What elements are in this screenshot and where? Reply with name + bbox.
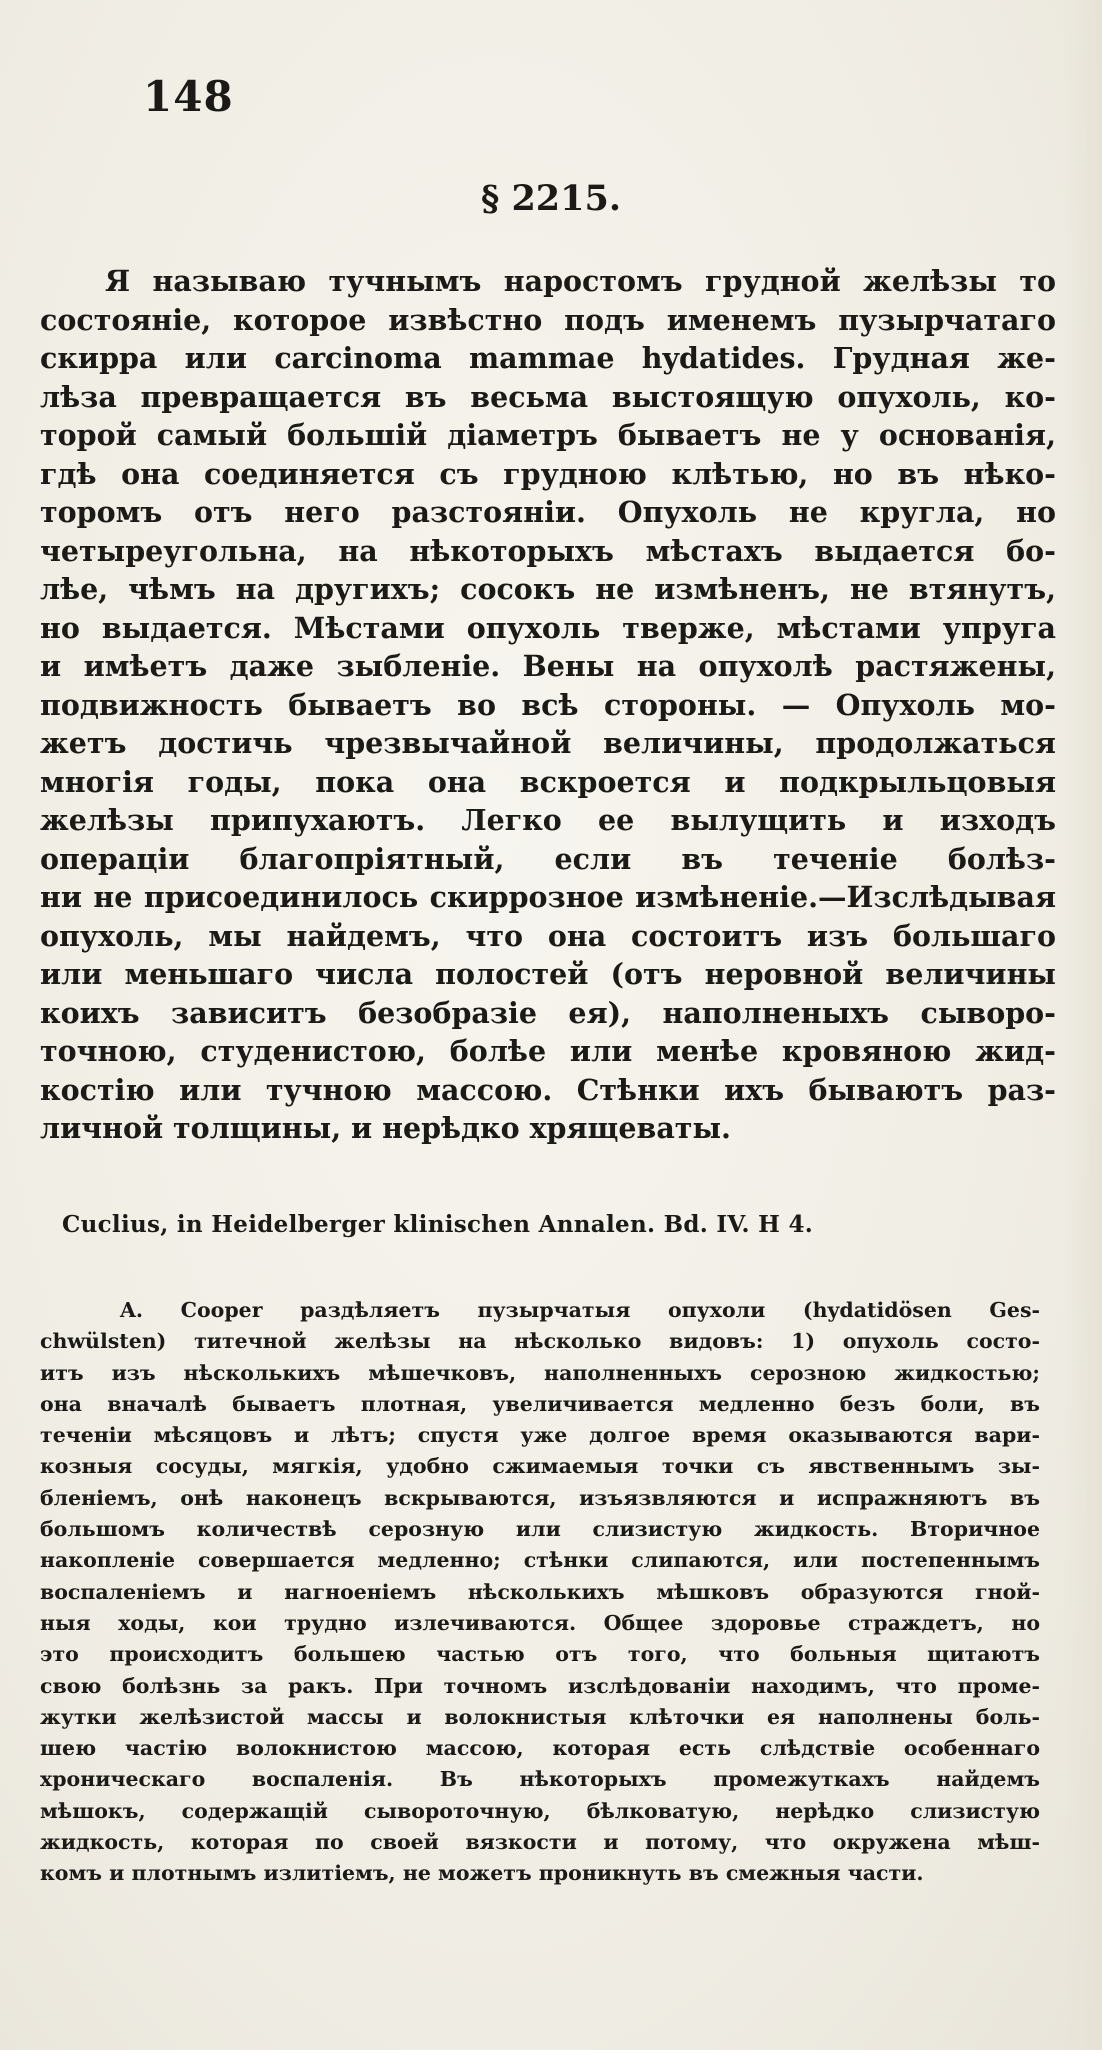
- main-text-line: или меньшаго числа полостей (отъ неровной величины: [40, 957, 1056, 991]
- footnote-line: жутки желѣзистой массы и волокнистыя клѣточки ея наполнены боль-: [40, 1704, 1040, 1729]
- footnote-line: итъ изъ нѣсколькихъ мѣшечковъ, наполненныхъ серозною жидкостью;: [40, 1360, 1040, 1385]
- footnote-line: жидкость, которая по своей вязкости и потому, что окружена мѣш-: [40, 1830, 1040, 1855]
- footnote-line: chwülsten) титечной желѣзы на нѣсколько видовъ: 1) опухоль состо-: [40, 1329, 1040, 1354]
- main-text-line: Я называю тучнымъ наростомъ грудной желѣзы то: [105, 264, 1056, 298]
- main-text-line: торомъ отъ него разстояніи. Опухоль не кругла, но: [40, 495, 1056, 529]
- main-text-line: лѣе, чѣмъ на другихъ; сосокъ не измѣненъ, не втянутъ,: [40, 572, 1056, 606]
- section-heading: § 2215.: [480, 178, 622, 219]
- main-paragraph: [40, 262, 1056, 1148]
- footnote-paragraph: [40, 1295, 1040, 1890]
- main-text-line: желѣзы припухаютъ. Легко ее вылущить и изходъ: [40, 803, 1056, 837]
- main-text-line: точною, студенистою, болѣе или менѣе кровяною жид-: [40, 1034, 1056, 1068]
- footnote-line: большомъ количествѣ серозную или слизистую жидкость. Вторичное: [40, 1517, 1040, 1542]
- footnote-line: это происходитъ большею частью отъ того, что больныя щитаютъ: [40, 1642, 1040, 1667]
- main-text-line: лѣза превращается въ весьма выстоящую опухоль, ко-: [40, 379, 1056, 414]
- citation: Cuclius, in Heidelberger klinischen Annalen. Bd. IV. H 4.: [62, 1211, 814, 1238]
- main-text-line: и имѣетъ даже зыбленіе. Вены на опухолѣ растяжены,: [40, 649, 1056, 683]
- main-text-line: костію или тучною массою. Стѣнки ихъ бываютъ раз-: [40, 1072, 1056, 1107]
- footnote-line: воспаленіемъ и нагноеніемъ нѣсколькихъ мѣшковъ образуются гной-: [40, 1579, 1040, 1604]
- footnote-line: свою болѣзнь за ракъ. При точномъ изслѣдованіи находимъ, что проме-: [40, 1673, 1040, 1698]
- footnote-line: ныя ходы, кои трудно излечиваются. Общее здоровье страждетъ, но: [40, 1610, 1040, 1635]
- footnote-line: она вначалѣ бываетъ плотная, увеличивается медленно безъ боли, въ: [40, 1391, 1040, 1416]
- main-text-line: личной толщины, и нерѣдко хрящеваты.: [40, 1111, 731, 1145]
- footnote-line: накопленіе совершается медленно; стѣнки слипаются, или постепеннымъ: [40, 1548, 1040, 1573]
- main-text-line: скирра или carcinoma mammae hydatides. Грудная же-: [40, 341, 1056, 375]
- main-text-line: но выдается. Мѣстами опухоль тверже, мѣстами упруга: [40, 610, 1056, 645]
- footnote-line: бленіемъ, онѣ наконецъ вскрываются, изъязвляются и испражняютъ въ: [40, 1485, 1040, 1510]
- main-text-line: подвижность бываетъ во всѣ стороны. — Опухоль мо-: [40, 687, 1056, 722]
- footnote-line: мѣшокъ, содержащій сывороточную, бѣлковатую, нерѣдко слизистую: [40, 1798, 1040, 1823]
- main-text-line: жетъ достичь чрезвычайной величины, продолжаться: [40, 726, 1056, 760]
- footnote-line: A. Cooper раздѣляетъ пузырчатыя опухоли (hydatidösen Ges-: [120, 1298, 1040, 1322]
- footnote-line: комъ и плотнымъ излитіемъ, не можетъ проникнуть въ смежныя части.: [40, 1861, 924, 1886]
- main-text-line: многія годы, пока она вскроется и подкрыльцовыя: [40, 764, 1056, 799]
- footnote-line: хроническаго воспаленія. Въ нѣкоторыхъ промежуткахъ найдемъ: [40, 1767, 1040, 1792]
- footnote-line: козныя сосуды, мягкія, удобно сжимаемыя точки съ явственнымъ зы-: [40, 1454, 1040, 1479]
- main-text-line: состояніе, которое извѣстно подъ именемъ пузырчатаго: [40, 302, 1056, 337]
- main-text-line: опухоль, мы найдемъ, что она состоитъ изъ большаго: [40, 918, 1056, 953]
- main-text-line: ни не присоединилось скиррозное измѣненіе.—Изслѣдывая: [40, 880, 1056, 914]
- main-text-line: операціи благопріятный, если въ теченіе болѣз-: [40, 841, 1056, 876]
- main-text-line: гдѣ она соединяется съ грудною клѣтью, но въ нѣко-: [40, 456, 1056, 491]
- footnote-line: теченіи мѣсяцовъ и лѣтъ; спустя уже долгое время оказываются вари-: [40, 1423, 1040, 1448]
- main-text-line: коихъ зависитъ безобразіе ея), наполненыхъ сыворо-: [40, 995, 1056, 1030]
- main-text-line: четыреугольна, на нѣкоторыхъ мѣстахъ выдается бо-: [40, 533, 1056, 568]
- page-edge-shadow: [1063, 0, 1102, 2050]
- footnote-line: шею частію волокнистою массою, которая есть слѣдствіе особеннаго: [40, 1736, 1040, 1761]
- main-text-line: торой самый большій діаметръ бываетъ не у основанія,: [40, 418, 1056, 452]
- page-number: 148: [143, 72, 234, 121]
